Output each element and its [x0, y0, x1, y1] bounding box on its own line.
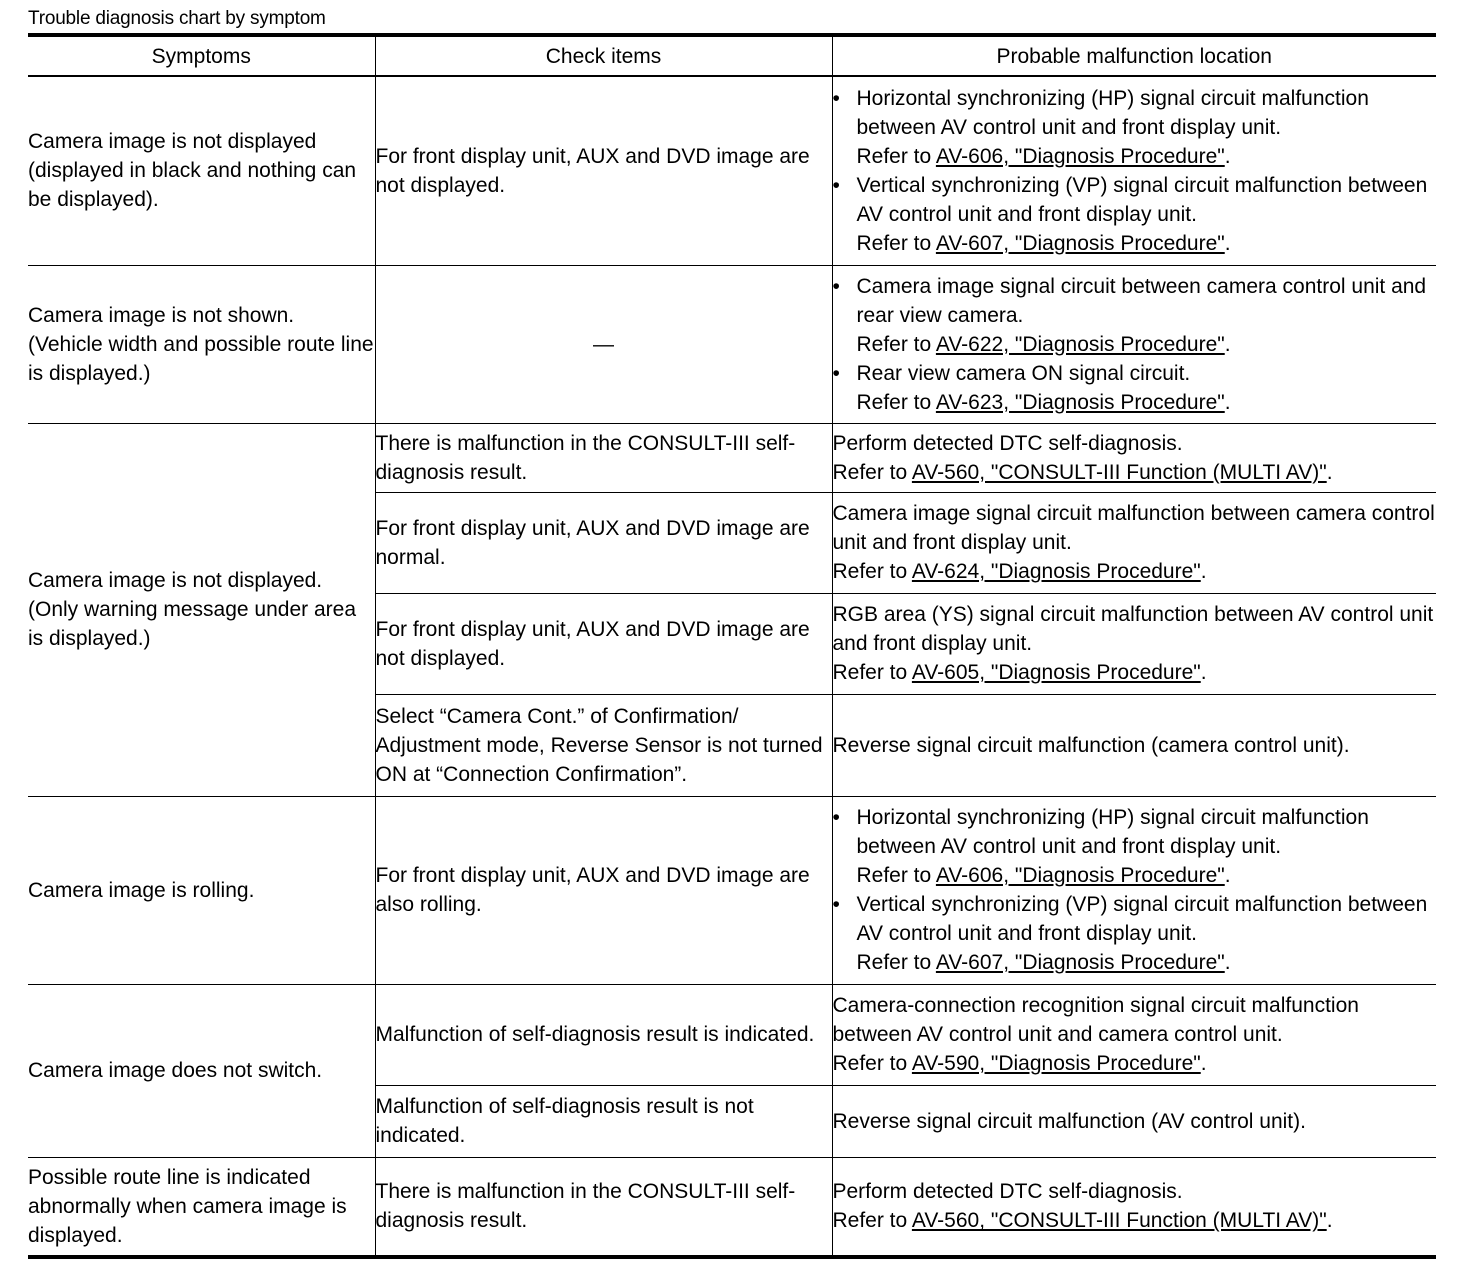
reference: Refer to AV-606, "Diagnosis Procedure".: [856, 864, 1231, 887]
table-row: [28, 1157, 1436, 1257]
reference: Refer to AV-606, "Diagnosis Procedure".: [856, 144, 1231, 168]
location-cell: [832, 423, 1436, 492]
reference: Refer to AV-607, "Diagnosis Procedure".: [856, 231, 1231, 255]
location-text: Vertical synchronizing (VP) signal circuit malfunction between AV control unit and front display unit.: [856, 893, 1428, 945]
check-item-cell: There is malfunction in the CONSULT-III self-diagnosis result.: [375, 1157, 832, 1257]
location-bullet: [833, 171, 1437, 258]
location-bullet: [833, 803, 1437, 890]
location-text: Rear view camera ON signal circuit.: [856, 361, 1191, 385]
check-item-cell: —: [375, 265, 832, 423]
table-row: [28, 984, 1436, 1085]
reference-link[interactable]: AV-607, "Diagnosis Procedure": [935, 231, 1225, 255]
reference: Refer to AV-605, "Diagnosis Procedure".: [832, 661, 1207, 684]
location-cell: [832, 265, 1436, 423]
check-item-cell: There is malfunction in the CONSULT-III self-diagnosis result.: [375, 423, 832, 492]
table-row: [28, 265, 1436, 423]
header-symptoms: Symptoms: [28, 35, 375, 76]
table-row: [28, 423, 1436, 492]
reference: Refer to AV-622, "Diagnosis Procedure".: [856, 332, 1231, 356]
location-cell: [832, 796, 1436, 984]
header-row: [28, 35, 1436, 76]
header-check-items: Check items: [375, 35, 832, 76]
location-text: Vertical synchronizing (VP) signal circuit malfunction between AV control unit and front display unit.: [856, 173, 1428, 226]
header-probable-location: Probable malfunction location: [832, 35, 1436, 76]
location-cell: Reverse signal circuit malfunction (camera control unit).: [832, 694, 1436, 796]
check-item-cell: For front display unit, AUX and DVD image are normal.: [375, 492, 832, 593]
reference-link[interactable]: AV-607, "Diagnosis Procedure": [935, 951, 1225, 974]
location-cell: [832, 492, 1436, 593]
table-row: [28, 796, 1436, 984]
location-bullet: [833, 272, 1437, 359]
reference-link[interactable]: AV-606, "Diagnosis Procedure": [935, 144, 1225, 168]
location-bullet: [833, 84, 1437, 171]
reference: Refer to AV-607, "Diagnosis Procedure".: [856, 951, 1231, 974]
location-text: Camera image signal circuit malfunction between camera control unit and front display unit.: [832, 502, 1435, 554]
location-bullet: [833, 890, 1437, 977]
reference: Refer to AV-560, "CONSULT-III Function (MULTI AV)".: [832, 460, 1333, 484]
reference: Refer to AV-590, "Diagnosis Procedure".: [832, 1052, 1207, 1075]
check-item-cell: For front display unit, AUX and DVD image are also rolling.: [375, 796, 832, 984]
check-item-cell: For front display unit, AUX and DVD image are not displayed.: [375, 593, 832, 694]
location-cell: [832, 1157, 1436, 1257]
reference-link[interactable]: AV-560, "CONSULT-III Function (MULTI AV)": [911, 460, 1327, 484]
location-text: RGB area (YS) signal circuit malfunction between AV control unit and front display unit.: [832, 603, 1434, 655]
reference-link[interactable]: AV-624, "Diagnosis Procedure": [911, 560, 1201, 583]
location-text: Horizontal synchronizing (HP) signal circuit malfunction between AV control unit and front display unit.: [856, 86, 1369, 139]
reference: Refer to AV-624, "Diagnosis Procedure".: [832, 560, 1207, 583]
symptom-cell: Camera image is rolling.: [28, 796, 375, 984]
location-text: Camera-connection recognition signal circuit malfunction between AV control unit and camera control unit.: [832, 994, 1359, 1046]
check-item-cell: Select “Camera Cont.” of Confirmation/ Adjustment mode, Reverse Sensor is not turned ON at “Connection Confirmation”.: [375, 694, 832, 796]
reference: Refer to AV-560, "CONSULT-III Function (MULTI AV)".: [832, 1209, 1333, 1233]
chart-title: Trouble diagnosis chart by symptom: [28, 8, 326, 29]
reference-link[interactable]: AV-605, "Diagnosis Procedure": [911, 661, 1201, 684]
location-cell: [832, 593, 1436, 694]
location-text: Camera image signal circuit between camera control unit and rear view camera.: [856, 274, 1427, 327]
location-cell: [832, 76, 1436, 265]
reference: Refer to AV-623, "Diagnosis Procedure".: [856, 390, 1231, 414]
symptom-cell: Camera image does not switch.: [28, 984, 375, 1157]
diagnosis-table: [28, 33, 1436, 1259]
reference-link[interactable]: AV-560, "CONSULT-III Function (MULTI AV)": [911, 1209, 1327, 1233]
check-item-cell: Malfunction of self-diagnosis result is not indicated.: [375, 1085, 832, 1157]
symptom-cell: Camera image is not shown. (Vehicle width and possible route line is displayed.): [28, 265, 375, 423]
symptom-cell: Camera image is not displayed. (Only warning message under area is displayed.): [28, 423, 375, 796]
symptom-cell: Camera image is not displayed (displayed in black and nothing can be displayed).: [28, 76, 375, 265]
symptom-cell: Possible route line is indicated abnormally when camera image is displayed.: [28, 1157, 375, 1257]
location-cell: [832, 984, 1436, 1085]
location-text: Perform detected DTC self-diagnosis.: [832, 431, 1183, 455]
check-item-cell: For front display unit, AUX and DVD image are not displayed.: [375, 76, 832, 265]
location-bullet: [833, 359, 1437, 417]
reference-link[interactable]: AV-623, "Diagnosis Procedure": [935, 390, 1225, 414]
location-text: Perform detected DTC self-diagnosis.: [832, 1180, 1183, 1204]
check-item-cell: Malfunction of self-diagnosis result is indicated.: [375, 984, 832, 1085]
reference-link[interactable]: AV-590, "Diagnosis Procedure": [911, 1052, 1201, 1075]
table-row: [28, 76, 1436, 265]
reference-link[interactable]: AV-606, "Diagnosis Procedure": [935, 864, 1225, 887]
location-text: Horizontal synchronizing (HP) signal circuit malfunction between AV control unit and front display unit.: [856, 806, 1369, 858]
reference-link[interactable]: AV-622, "Diagnosis Procedure": [935, 332, 1225, 356]
location-cell: Reverse signal circuit malfunction (AV control unit).: [832, 1085, 1436, 1157]
